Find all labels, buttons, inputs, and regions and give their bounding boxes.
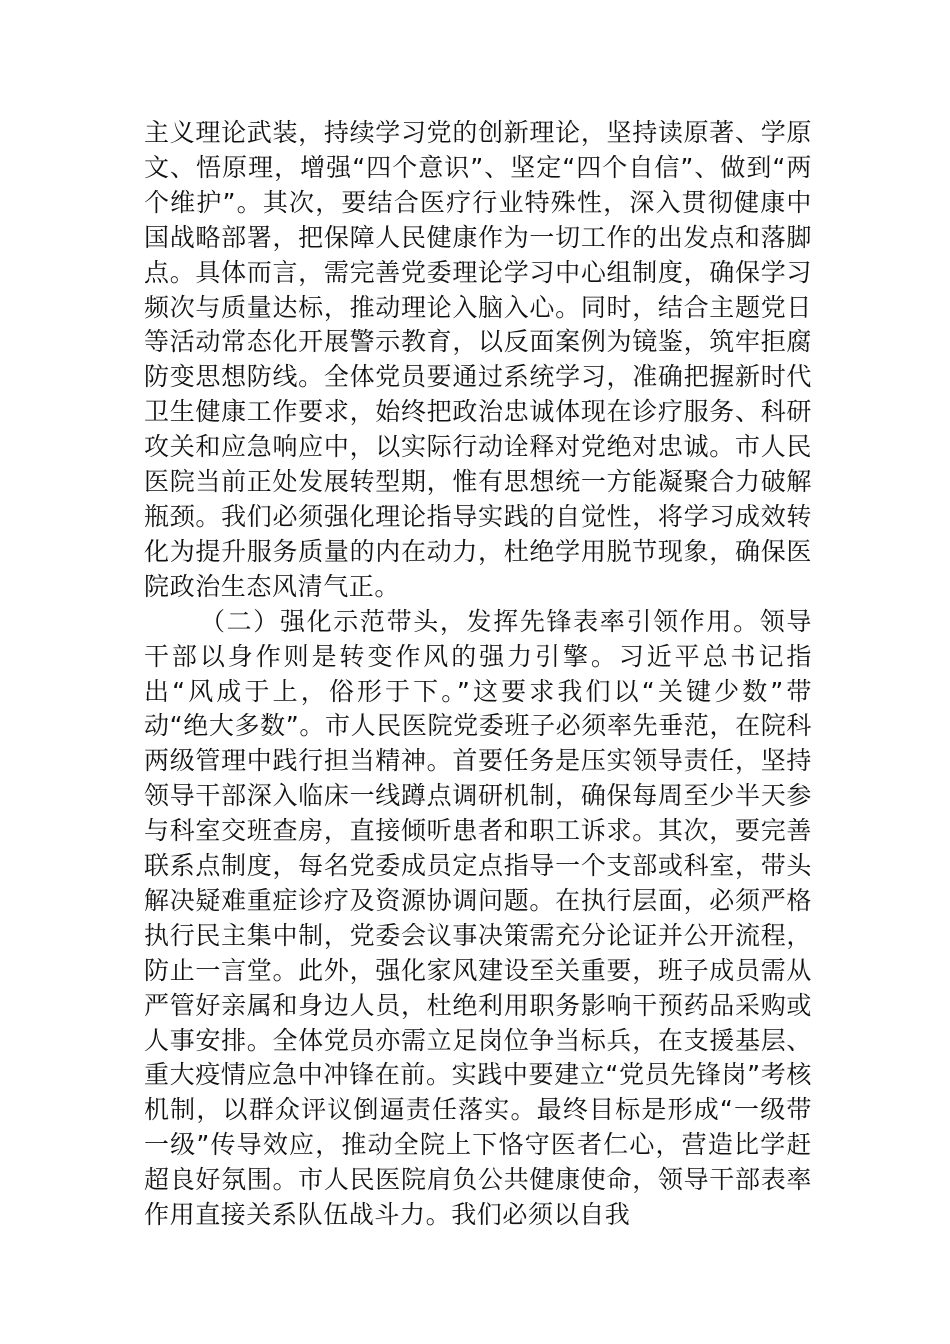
document-body xyxy=(144,116,812,1233)
paragraph-section-two: （二）强化示范带头，发挥先锋表率引领作用。领导干部以身作则是转变作风的强力引擎。习近平总书记指出“风成于上，俗形于下。”这要求我们以“关键少数”带动“绝大多数”。市人民医院党委班子必须率先垂范，在院科两级管理中践行担当精神。首要任务是压实领导责任，坚持领导干部深入临床一线蹲点调研机制，确保每周至少半天参与科室交班查房，直接倾听患者和职工诉求。其次，要完善联系点制度，每名党委成员定点指导一个支部或科室，带头解决疑难重症诊疗及资源协调问题。在执行层面，必须严格执行民主集中制，党委会议事决策需充分论证并公开流程，防止一言堂。此外，强化家风建设至关重要，班子成员需从严管好亲属和身边人员，杜绝利用职务影响干预药品采购或人事安排。全体党员亦需立足岗位争当标兵，在支援基层、重大疫情应急中冲锋在前。实践中要建立“党员先锋岗”考核机制，以群众评议倒逼责任落实。最终目标是形成“一级带一级”传导效应，推动全院上下恪守医者仁心，营造比学赶超良好氛围。市人民医院肩负公共健康使命，领导干部表率作用直接关系队伍战斗力。我们必须以自我 xyxy=(144,606,812,1230)
paragraph-continuation: 主义理论武装，持续学习党的创新理论，坚持读原著、学原文、悟原理，增强“四个意识”、坚定“四个自信”、做到“两个维护”。其次，要结合医疗行业特殊性，深入贯彻健康中国战略部署，把保障人民健康作为一切工作的出发点和落脚点。具体而言，需完善党委理论学习中心组制度，确保学习频次与质量达标，推动理论入脑入心。同时，结合主题党日等活动常态化开展警示教育，以反面案例为镜鉴，筑牢拒腐防变思想防线。全体党员要通过系统学习，准确把握新时代卫生健康工作要求，始终把政治忠诚体现在诊疗服务、科研攻关和应急响应中，以实际行动诠释对党绝对忠诚。市人民医院当前正处发展转型期，惟有思想统一方能凝聚合力破解瓶颈。我们必须强化理论指导实践的自觉性，将学习成效转化为提升服务质量的内在动力，杜绝学用脱节现象，确保医院政治生态风清气正。 xyxy=(144,118,812,601)
